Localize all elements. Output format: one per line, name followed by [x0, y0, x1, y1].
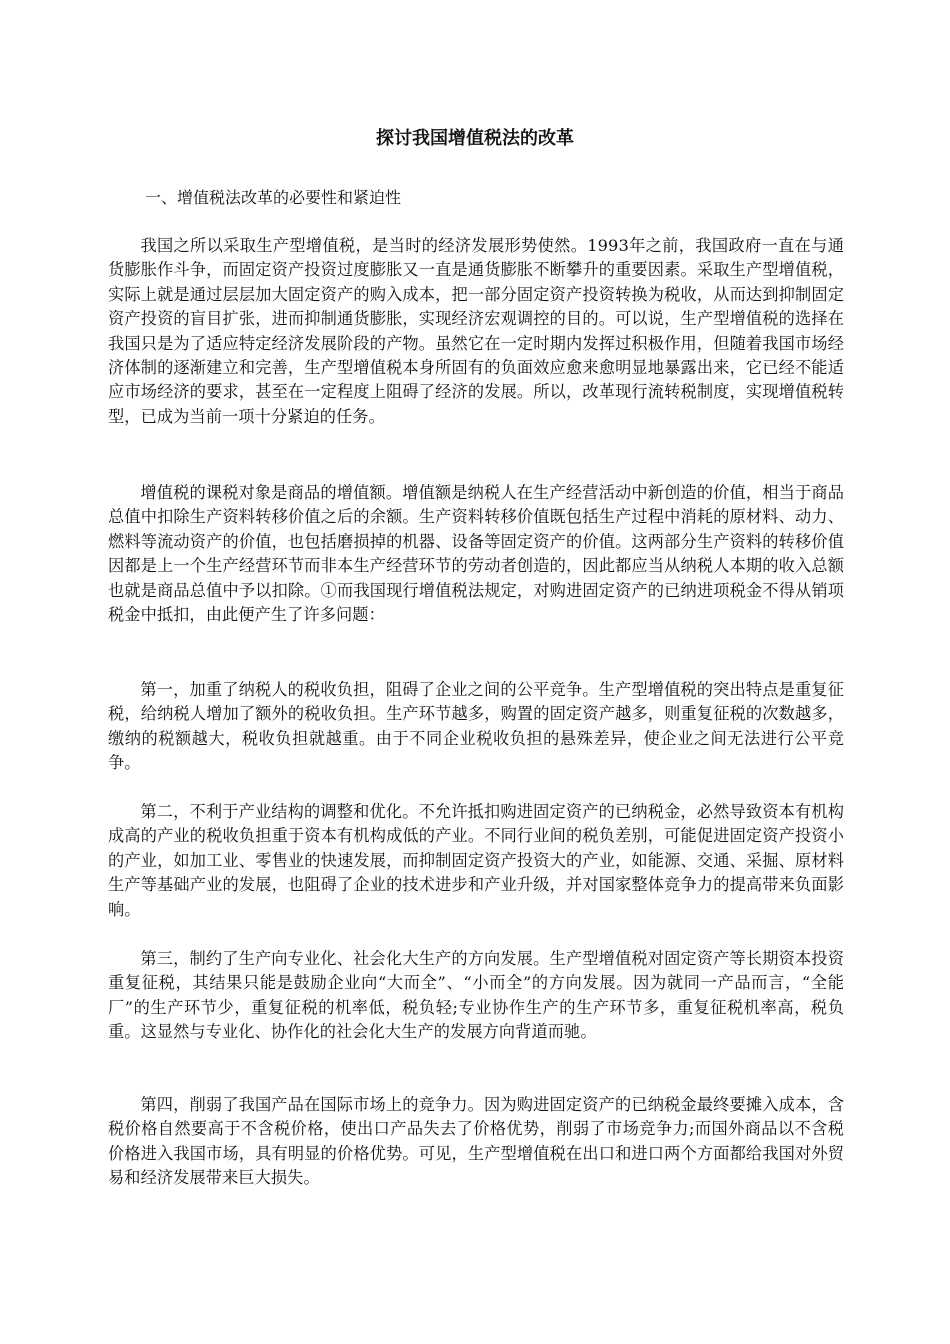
paragraph-4: 第二，不利于产业结构的调整和优化。不允许抵扣购进固定资产的已纳税金，必然导致资本有机构成高的产业的税收负担重于资本有机构成低的产业。不同行业间的税负差别，可能促进固定资产投资小的产业，如加工业、零售业的快速发展，而抑制固定资产投资大的产业，如能源、交通、采掘、原材料生产等基础产业的发展，也阻碍了企业的技术进步和产业升级，并对国家整体竞争力的提高带来负面影响。	[108, 802, 844, 919]
document-title: 探讨我国增值税法的改革	[376, 128, 574, 149]
paragraph-1: 我国之所以采取生产型增值税，是当时的经济发展形势使然。1993年之前，我国政府一直在与通货膨胀作斗争，而固定资产投资过度膨胀又一直是通货膨胀不断攀升的重要因素。采取生产型增值税，实际上就是通过层层加大固定资产的购入成本，把一部分固定资产投资转换为税收，从而达到抑制固定资产投资的盲目扩张，进而抑制通货膨胀，实现经济宏观调控的目的。可以说，生产型增值税的选择在我国只是为了适应特定经济发展阶段的产物。虽然它在一定时期内发挥过积极作用，但随着我国市场经济体制的逐渐建立和完善，生产型增值税本身所固有的负面效应愈来愈明显地暴露出来，它已经不能适应市场经济的要求，甚至在一定程度上阻碍了经济的发展。所以，改革现行流转税制度，实现增值税转型，已成为当前一项十分紧迫的任务。	[108, 236, 844, 426]
paragraph-5: 第三，制约了生产向专业化、社会化大生产的方向发展。生产型增值税对固定资产等长期资本投资重复征税，其结果只能是鼓励企业向“大而全”、“小而全”的方向发展。因为就同一产品而言，“全能厂”的生产环节少，重复征税的机率低，税负轻;专业协作生产的生产环节多，重复征税机率高，税负重。这显然与专业化、协作化的社会化大生产的发展方向背道而驰。	[108, 949, 844, 1042]
paragraph-6: 第四，削弱了我国产品在国际市场上的竞争力。因为购进固定资产的已纳税金最终要摊入成本，含税价格自然要高于不含税价格，使出口产品失去了价格优势，削弱了市场竞争力;而国外商品以不含税价格进入我国市场，具有明显的价格优势。可见，生产型增值税在出口和进口两个方面都给我国对外贸易和经济发展带来巨大损失。	[108, 1095, 844, 1188]
paragraph-2: 增值税的课税对象是商品的增值额。增值额是纳税人在生产经营活动中新创造的价值，相当于商品总值中扣除生产资料转移价值之后的余额。生产资料转移价值既包括生产过程中消耗的原材料、动力、燃料等流动资产的价值，也包括磨损掉的机器、设备等固定资产的价值。这两部分生产资料的转移价值因都是上一个生产经营环节而非本生产经营环节的劳动者创造的，因此都应当从纳税人本期的收入总额也就是商品总值中予以扣除。①而我国现行增值税法规定，对购进固定资产的已纳进项税金不得从销项税金中抵扣，由此便产生了许多问题：	[108, 483, 844, 625]
paragraph-3: 第一，加重了纳税人的税收负担，阻碍了企业之间的公平竞争。生产型增值税的突出特点是重复征税，给纳税人增加了额外的税收负担。生产环节越多，购置的固定资产越多，则重复征税的次数越多，缴纳的税额越大，税收负担就越重。由于不同企业税收负担的悬殊差异，使企业之间无法进行公平竞争。	[108, 680, 844, 773]
section-heading: 一、增值税法改革的必要性和紧迫性	[145, 188, 402, 207]
